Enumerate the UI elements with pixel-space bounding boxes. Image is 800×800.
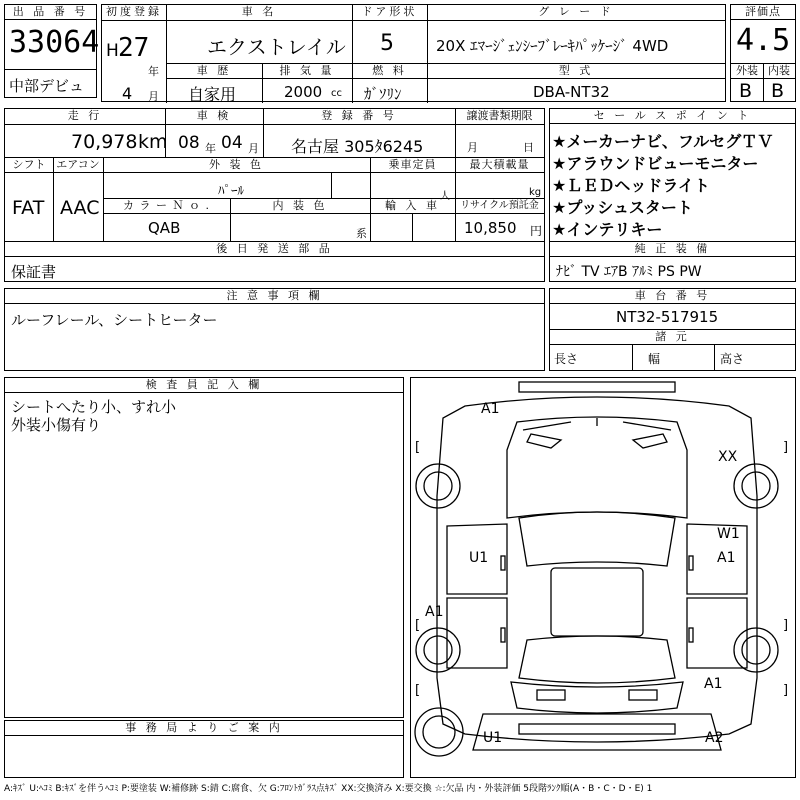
inspector-label: 検 査 員 記 入 欄 xyxy=(5,378,403,393)
chassis-box xyxy=(549,288,796,371)
damage-mark-a2-bumper: A2 xyxy=(705,730,724,746)
ext-color-value: ﾊﾟｰﾙ xyxy=(218,184,244,199)
int-color-label: 内 装 色 xyxy=(272,199,328,212)
history-label: 車 歴 xyxy=(196,64,232,77)
bracket-mark: ] xyxy=(783,618,789,633)
plate-value: 名古屋 305ﾀ6245 xyxy=(291,137,424,156)
color-no-label: カ ラ ー Ｎ ｏ . xyxy=(123,199,210,212)
lot-number: 33064 xyxy=(9,25,100,60)
shift-value: FAT xyxy=(12,197,45,219)
right-door-rear xyxy=(687,598,747,668)
legend-text: A:ｷｽﾞ U:ﾍｺﾐ B:ｷｽﾞを伴うﾍｺﾐ P:要塗装 W:補修跡 S:錆 C:腐食、欠 G:ﾌﾛﾝﾄｶﾞﾗｽ点ｷｽﾞ XX:交換済み X:要交換 ☆:欠品 内・外装評価 5段階ﾗﾝｸ順(A・B・C・D・E) 1 xyxy=(4,784,653,794)
transfer-month-unit: 月 xyxy=(467,141,478,154)
chassis-label: 車 台 番 号 xyxy=(550,289,795,304)
reg-year: 27 xyxy=(118,33,150,63)
sales-point: ★メーカーナビ、フルセグＴＶ xyxy=(552,132,774,151)
fuel-label: 燃 料 xyxy=(372,64,407,77)
recycle-label: リサイクル預託金 xyxy=(460,200,539,211)
mileage-value: 70,978 xyxy=(71,131,138,153)
shift-label: シフト xyxy=(12,158,46,171)
rear-window xyxy=(519,636,675,683)
spec-length-label: 長さ xyxy=(554,352,579,366)
capacity-label: 乗車定員 xyxy=(388,158,437,171)
model-value: DBA-NT32 xyxy=(533,83,610,101)
damage-mark-a1-right-door: A1 xyxy=(717,550,736,566)
reg-month-unit: 月 xyxy=(148,90,159,103)
grade-label: グ レ ー ド xyxy=(538,5,614,18)
displacement-label: 排 気 量 xyxy=(279,64,335,77)
specs-label: 諸 元 xyxy=(655,330,690,343)
lot-box xyxy=(4,4,100,98)
office-box xyxy=(4,720,404,778)
spec-height-label: 高さ xyxy=(720,352,745,366)
wheel-lr xyxy=(416,628,460,672)
ext-color-label: 外 装 色 xyxy=(209,158,264,171)
vehicle-header-table xyxy=(101,4,726,102)
rear-bumper xyxy=(473,714,724,750)
delivery-value: 保証書 xyxy=(11,263,57,281)
damage-mark-w1: W1 xyxy=(717,526,740,542)
damage-mark-xx: XX xyxy=(718,449,738,465)
bracket-mark: [ xyxy=(415,683,421,698)
plate-label: 登 録 番 号 xyxy=(321,109,397,122)
office-label: 事 務 局 よ り ご 案 内 xyxy=(5,721,403,736)
displacement-unit: cc xyxy=(331,88,342,99)
score-label: 評価点 xyxy=(731,5,795,20)
reg-year-unit: 年 xyxy=(148,65,159,78)
inspector-box xyxy=(4,377,404,718)
recycle-value: 10,850 xyxy=(464,219,517,237)
chassis-value: NT32-517915 xyxy=(616,308,719,326)
mileage-label: 走 行 xyxy=(67,109,103,122)
sales-label: セ ー ル ス ポ イ ン ト xyxy=(550,109,795,124)
hood-outline xyxy=(507,417,687,518)
reg-era: H xyxy=(106,41,119,61)
displacement-value: 2000 xyxy=(284,83,323,101)
car-name: エクストレイル xyxy=(207,35,346,59)
recycle-unit: 円 xyxy=(530,224,543,238)
transfer-label: 譲渡書類期限 xyxy=(466,109,533,122)
aircon-value: AAC xyxy=(60,197,100,219)
capacity-unit: 人 xyxy=(440,191,450,202)
equipment-value: ﾅﾋﾞ TV ｴｱB ｱﾙﾐ PS PW xyxy=(556,264,702,280)
name-label: 車 名 xyxy=(241,5,277,18)
debut-label: 中部デビュ xyxy=(9,77,85,95)
front-bumper-strip xyxy=(519,382,675,392)
reg-month: 4 xyxy=(122,84,133,103)
inspector-note: 外装小傷有り xyxy=(11,416,102,434)
fuel-value: ｶﾞｿﾘﾝ xyxy=(364,85,402,103)
int-score-label: 内装 xyxy=(768,64,790,77)
inspection-month: 04 xyxy=(221,133,243,153)
import-label: 輸 入 車 xyxy=(385,199,440,212)
load-label: 最大積載量 xyxy=(469,158,530,171)
equipment-label: 純 正 装 備 xyxy=(634,242,711,255)
car-diagram-box xyxy=(410,377,796,778)
inspection-year-unit: 年 xyxy=(205,142,216,155)
ext-score-value: B xyxy=(739,80,753,102)
inspection-label: 車 検 xyxy=(196,109,232,122)
sales-point: ★ＬＥＤヘッドライト xyxy=(552,176,710,195)
model-label: 型 式 xyxy=(558,64,594,77)
bracket-mark: ] xyxy=(783,440,789,455)
lot-label: 出 品 番 号 xyxy=(5,5,96,20)
bracket-mark: [ xyxy=(415,618,421,633)
sales-point: ★プッシュスタート xyxy=(552,198,693,217)
bracket-mark: [ xyxy=(415,440,421,455)
int-score-value: B xyxy=(771,80,785,102)
transfer-day-unit: 日 xyxy=(523,141,534,154)
history-value: 自家用 xyxy=(188,85,237,104)
notes-value: ルーフレール、シートヒーター xyxy=(11,311,218,329)
score-value: 4.5 xyxy=(736,23,791,58)
int-color-unit: 系 xyxy=(356,227,367,240)
mileage-unit: km xyxy=(138,131,168,153)
door-label: ドア形状 xyxy=(361,5,418,18)
delivery-label: 後 日 発 送 部 品 xyxy=(216,242,333,255)
ext-score-label: 外装 xyxy=(736,64,758,77)
damage-mark-u1-bumper: U1 xyxy=(483,730,503,746)
wheel-rr xyxy=(734,628,778,672)
damage-mark-a1-right-rear: A1 xyxy=(704,676,723,692)
spec-width-label: 幅 xyxy=(648,352,661,366)
roof xyxy=(551,568,643,636)
sales-point: ★インテリキー xyxy=(552,220,663,239)
sales-point: ★アラウンドビューモニター xyxy=(552,154,759,173)
bracket-mark: ] xyxy=(783,683,789,698)
car-diagram xyxy=(411,378,795,777)
grade-value: 20X ｴﾏｰｼﾞｪﾝｼｰﾌﾞﾚｰｷﾊﾟｯｹｰｼﾞ 4WD xyxy=(436,37,669,55)
score-box xyxy=(730,4,796,102)
damage-mark-a1-left-rear: A1 xyxy=(425,604,444,620)
load-unit: kg xyxy=(529,187,542,198)
inspection-year: 08 xyxy=(178,133,200,153)
windshield xyxy=(519,512,675,566)
spare-wheel xyxy=(415,708,463,756)
color-no-value: QAB xyxy=(148,219,181,237)
reg-label: 初度登録 xyxy=(106,5,162,18)
notes-label: 注 意 事 項 欄 xyxy=(5,289,544,304)
aircon-label: エアコン xyxy=(56,158,100,171)
notes-box xyxy=(4,288,545,371)
sales-points-box xyxy=(549,108,796,282)
inspector-note: シートへたり小、すれ小 xyxy=(11,398,177,416)
door-value: 5 xyxy=(380,31,394,56)
left-door-rear xyxy=(447,598,507,668)
damage-mark-a1-front-left: A1 xyxy=(481,401,500,417)
details-table xyxy=(4,108,545,282)
inspection-month-unit: 月 xyxy=(248,142,259,155)
damage-mark-u1-left-door: U1 xyxy=(469,550,489,566)
